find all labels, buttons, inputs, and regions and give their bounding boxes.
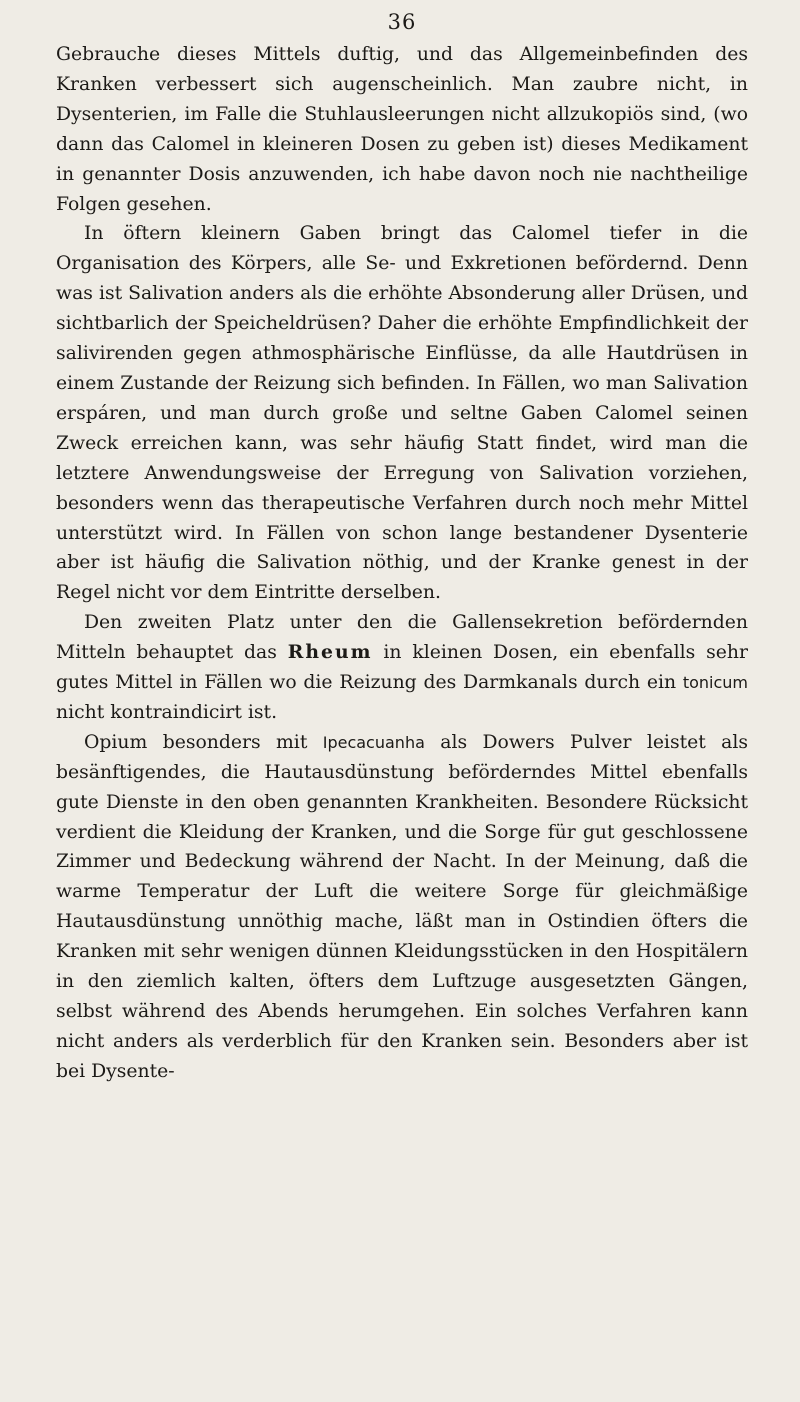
- paragraph: [56, 219, 748, 608]
- body-text: [56, 40, 748, 1087]
- latin-term: Ipecacuanha: [322, 732, 425, 752]
- text-run: nicht kontraindicirt ist.: [56, 701, 278, 723]
- page-number: 36: [387, 10, 417, 34]
- text-run: Den zweiten Platz unter den die Gallensekretion befördernden Mitteln behauptet das: [56, 612, 748, 664]
- latin-term: tonicum: [682, 673, 748, 693]
- paragraph: [56, 728, 748, 1087]
- paragraph: [56, 608, 748, 728]
- paragraph: [56, 40, 748, 219]
- text-run: In öftern kleinern Gaben bringt das Calomel tiefer in die Organisation des Körpers, alle Se- und Exkretionen befördernd. Denn was ist Salivation anders als die erhöhte Absonderung aller Drüsen, und sichtbarlich der Speicheldrüsen? Daher die erhöhte Empfindlichkeit der salivirenden gegen athmosphärische Einflüsse, da alle Hautdrüsen in einem Zustande der Reizung sich befinden. In Fällen, wo man Salivation erspáren, und man durch große und seltne Gaben Calomel seinen Zweck erreichen kann, was sehr häufig Statt findet, wird man die letztere Anwendungsweise der Erregung von Salivation vorziehen, besonders wenn das therapeutische Verfahren durch noch mehr Mittel unterstützt wird. In Fällen von schon lange bestandener Dysenterie aber ist häufig die Salivation nöthig, und der Kranke genest in der Regel nicht vor dem Eintritte derselben.: [56, 223, 748, 604]
- emphasized-term: Rheum: [287, 641, 373, 664]
- text-run: Gebrauche dieses Mittels duftig, und das Allgemeinbefinden des Kranken verbessert sich augenscheinlich. Man zaubre nicht, in Dysenterien, im Falle die Stuhlausleerungen nicht allzukopiös sind, (wo dann das Calomel in kleineren Dosen zu geben ist) dieses Medikament in genannter Dosis anzuwenden, ich habe davon noch nie nachtheilige Folgen gesehen.: [56, 44, 748, 215]
- text-run: in kleinen Dosen, ein ebenfalls sehr gutes Mittel in Fällen wo die Reizung des Darmkanals durch ein: [56, 642, 748, 694]
- text-run: Opium besonders mit: [84, 731, 323, 753]
- text-run: als Dowers Pulver leistet als besänftigendes, die Hautausdünstung beförderndes Mittel ebenfalls gute Dienste in den oben genannten Krankheiten. Besondere Rücksicht verdient die Kleidung der Kranken, und die Sorge für gut geschlossene Zimmer und Bedeckung während der Nacht. In der Meinung, daß die warme Temperatur der Luft die weitere Sorge für gleichmäßige Hautausdünstung unnöthig mache, läßt man in Ostindien öfters die Kranken mit sehr wenigen dünnen Kleidungsstücken in den Hospitälern in den ziemlich kalten, öfters dem Luftzuge ausgesetzten Gängen, selbst während des Abends herumgehen. Ein solches Verfahren kann nicht anders als verderblich für den Kranken sein. Besonders aber ist bei Dysente-: [56, 731, 748, 1082]
